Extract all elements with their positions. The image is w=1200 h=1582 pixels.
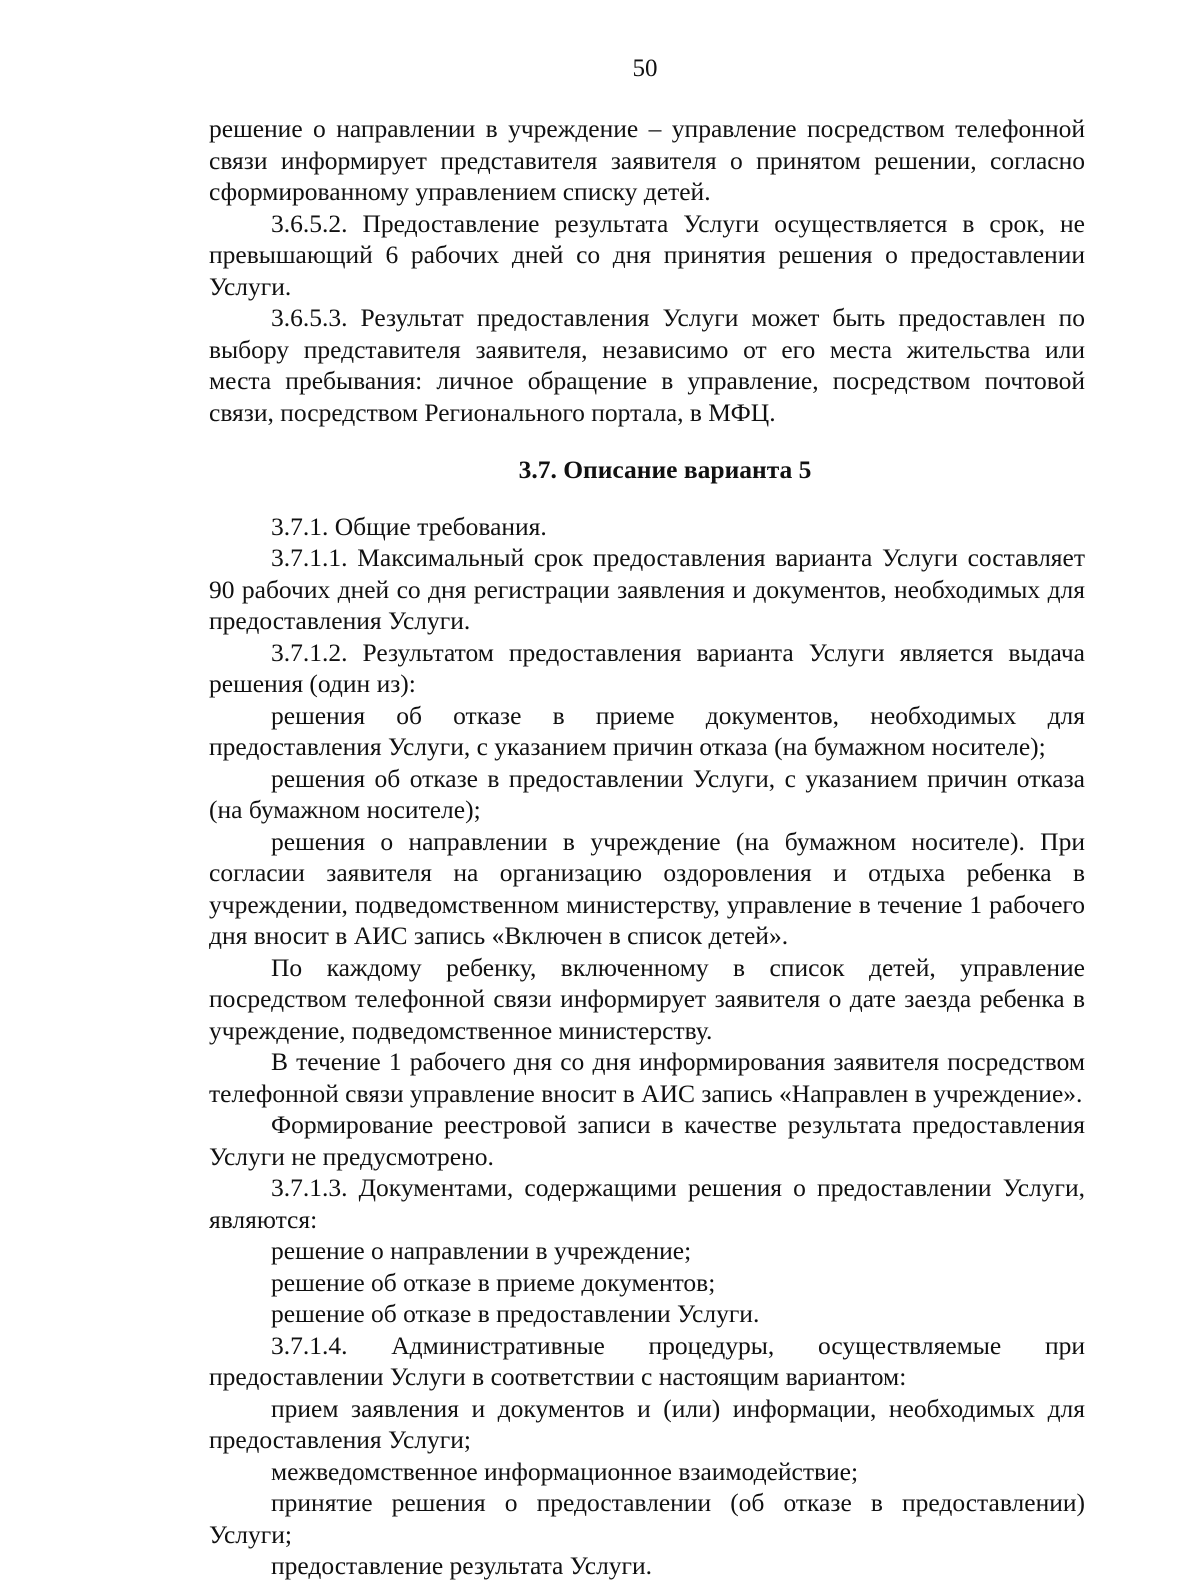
document-body — [209, 113, 1085, 1582]
list-item: решение об отказе в предоставлении Услуги. — [271, 1299, 760, 1328]
list-item: решения об отказе в предоставлении Услуги, с указанием причин отказа (на бумажном носителе); — [209, 763, 1085, 824]
list-item: прием заявления и документов и (или) информации, необходимых для предоставления Услуги; — [209, 1393, 1085, 1454]
list-item: принятие решения о предоставлении (об отказе в предоставлении) Услуги; — [209, 1488, 1085, 1549]
paragraph: 3.7.1.4. Административные процедуры, осуществляемые при предоставлении Услуги в соответствии с настоящим вариантом: — [209, 1330, 1085, 1391]
paragraph: 3.6.5.3. Результат предоставления Услуги может быть предоставлен по выбору представителя заявителя, независимо от его места жительства или места пребывания: личное обращение в управление, посредством почтовой связи, посредством Регионального портала, в МФЦ. — [209, 303, 1085, 427]
paragraph: По каждому ребенку, включенному в список детей, управление посредством телефонной связи информирует заявителя о дате заезда ребенка в учреждение, подведомственное министерству. — [209, 952, 1085, 1045]
paragraph: 3.7.1.2. Результатом предоставления варианта Услуги является выдача решения (один из): — [209, 637, 1085, 698]
paragraph: Формирование реестровой записи в качестве результата предоставления Услуги не предусмотрено. — [209, 1110, 1085, 1171]
section-heading: 3.7. Описание варианта 5 — [518, 455, 812, 484]
paragraph: 3.7.1.1. Максимальный срок предоставления варианта Услуги составляет 90 рабочих дней со дня регистрации заявления и документов, необходимых для предоставления Услуги. — [209, 543, 1085, 635]
paragraph: решение о направлении в учреждение – управление посредством телефонной связи информирует представителя заявителя о принятом решении, согласно сформированному управлением списку детей. — [209, 114, 1085, 206]
paragraph: 3.7.1.3. Документами, содержащими решения о предоставлении Услуги, являются: — [209, 1173, 1085, 1234]
list-item: решения о направлении в учреждение (на бумажном носителе). При согласии заявителя на организацию оздоровления и отдыха ребенка в учреждении, подведомственном министерству, управление в течение 1 рабочего дня вносит в АИС запись «Включен в список детей». — [209, 826, 1085, 950]
list-item: решение об отказе в приеме документов; — [271, 1267, 716, 1297]
paragraph: В течение 1 рабочего дня со дня информирования заявителя посредством телефонной связи управление вносит в АИС запись «Направлен в учреждение». — [209, 1047, 1085, 1108]
paragraph: 3.7.1. Общие требования. — [271, 511, 547, 541]
list-item: межведомственное информационное взаимодействие; — [271, 1456, 859, 1486]
paragraph: 3.6.5.2. Предоставление результата Услуги осуществляется в срок, не превышающий 6 рабочих дней со дня принятия решения о предоставлении Услуги. — [209, 208, 1085, 301]
list-item: решение о направлении в учреждение; — [271, 1236, 692, 1265]
list-item: предоставление результата Услуги. — [271, 1551, 653, 1580]
list-item: решения об отказе в приеме документов, необходимых для предоставления Услуги, с указанием причин отказа (на бумажном носителе); — [209, 700, 1085, 761]
page-number: 50 — [632, 55, 658, 82]
